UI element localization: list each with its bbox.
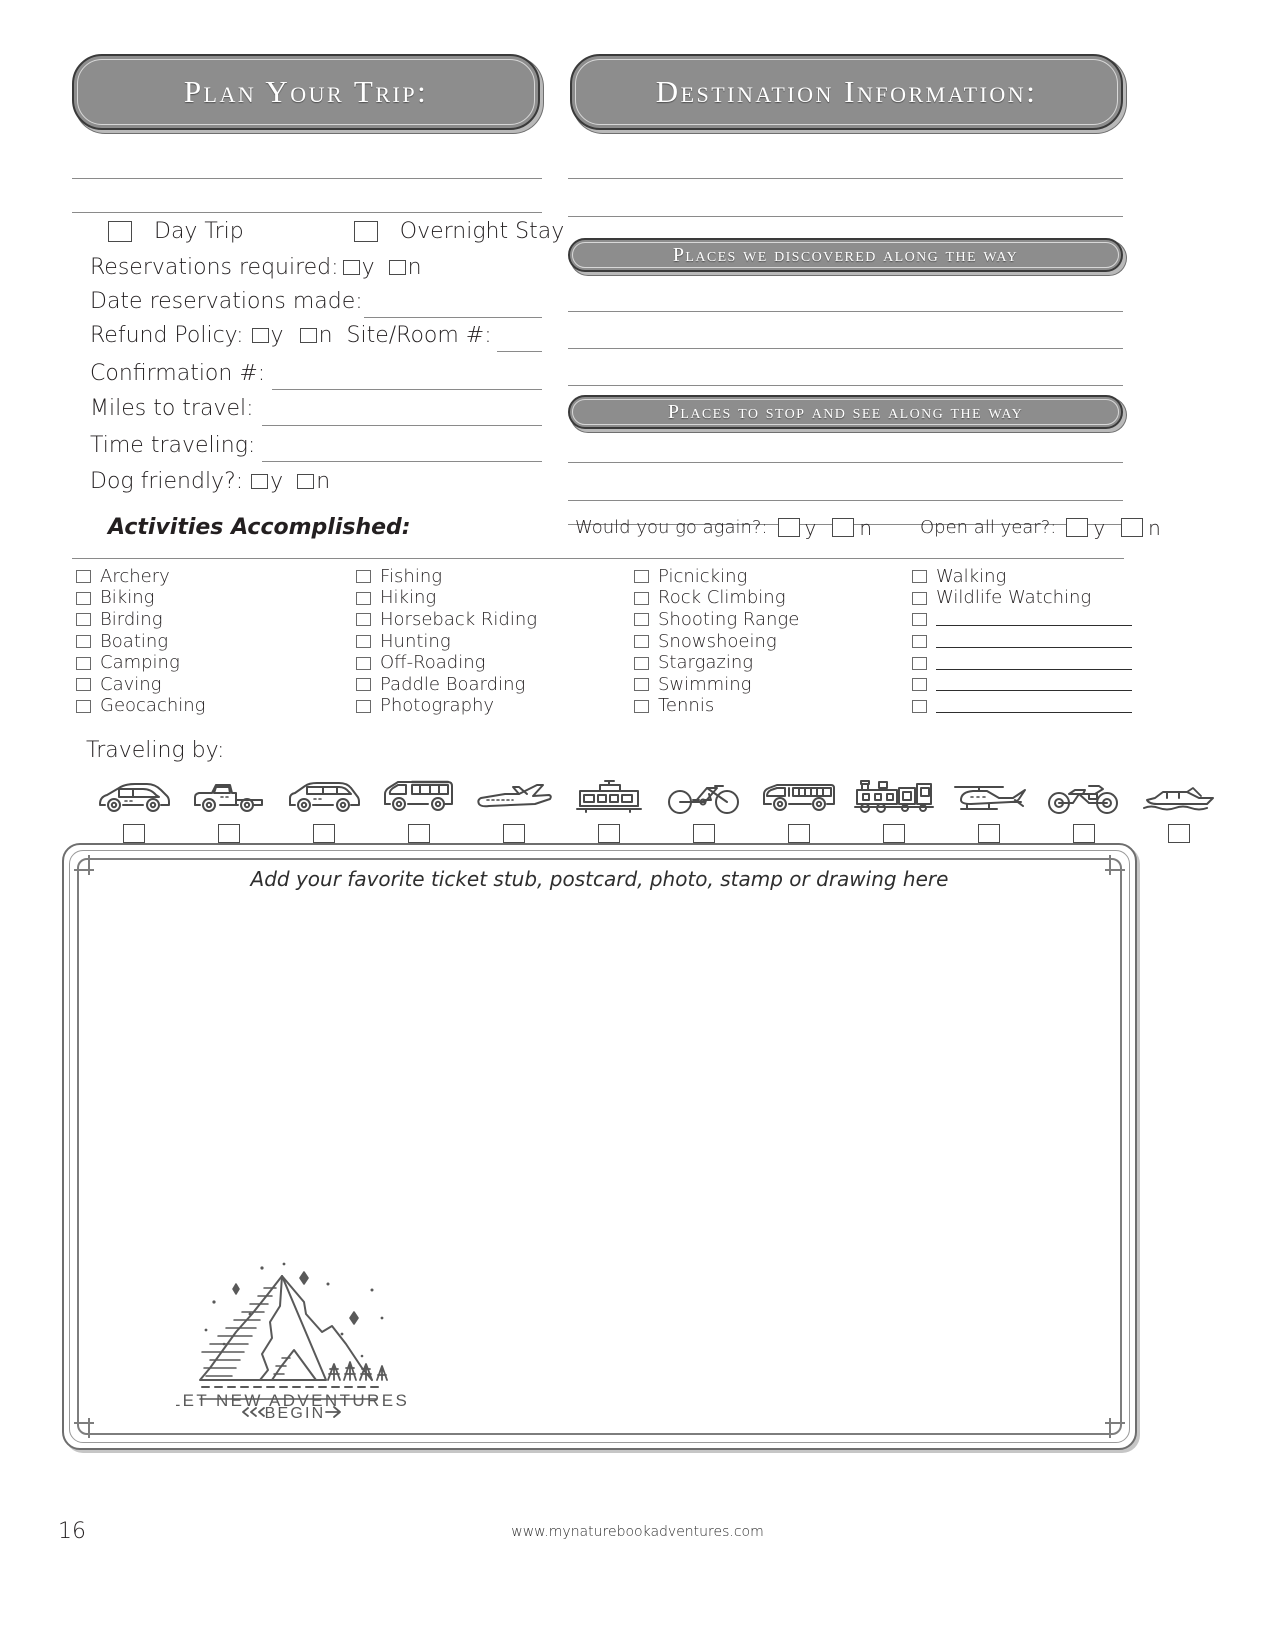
activity-checkbox[interactable] bbox=[912, 592, 927, 605]
activity-item[interactable] bbox=[356, 674, 537, 696]
activity-item[interactable] bbox=[356, 696, 537, 718]
motorcycle-icon bbox=[1036, 768, 1131, 814]
activity-checkbox[interactable] bbox=[634, 613, 649, 626]
discovered-line-1[interactable] bbox=[568, 311, 1123, 312]
activity-label: Walking bbox=[936, 565, 1007, 587]
activity-label: Tennis bbox=[658, 695, 715, 717]
activity-label: Birding bbox=[100, 608, 163, 630]
travel-mode-cell[interactable] bbox=[371, 768, 466, 843]
activity-checkbox[interactable] bbox=[912, 657, 927, 670]
activity-item[interactable] bbox=[634, 696, 799, 718]
open-all-year-no-label: n bbox=[1148, 515, 1161, 540]
travel-mode-cell[interactable] bbox=[941, 768, 1036, 843]
activity-write-in-line[interactable] bbox=[936, 700, 1132, 713]
discovered-line-2[interactable] bbox=[568, 348, 1123, 349]
activities-column-4 bbox=[912, 566, 1132, 717]
reservations-required-no-label: n bbox=[407, 254, 422, 280]
pickup-truck-icon bbox=[181, 768, 276, 814]
refund-policy-label: Refund Policy: bbox=[90, 323, 244, 348]
photo-hint-text: Add your favorite ticket stub, postcard, photo, stamp or drawing here bbox=[250, 867, 949, 891]
time-traveling-input-line[interactable] bbox=[262, 461, 542, 462]
activity-label: Hunting bbox=[380, 630, 451, 652]
activity-item[interactable] bbox=[634, 631, 799, 653]
activity-item[interactable] bbox=[76, 609, 205, 631]
header-title-right: Destination Information: bbox=[655, 74, 1038, 109]
date-reservations-made-input-line[interactable] bbox=[364, 317, 542, 318]
travel-mode-cell[interactable] bbox=[276, 768, 371, 843]
travel-mode-checkbox[interactable] bbox=[218, 824, 240, 843]
steam-train-icon bbox=[846, 768, 941, 814]
stop-see-line-2[interactable] bbox=[568, 500, 1123, 501]
header-title-left: Plan Your Trip: bbox=[183, 74, 429, 109]
activities-divider bbox=[72, 558, 1124, 559]
activity-item-blank[interactable] bbox=[912, 696, 1132, 718]
activity-checkbox[interactable] bbox=[912, 613, 927, 626]
activity-label: Hiking bbox=[380, 587, 437, 609]
activity-item[interactable] bbox=[76, 588, 205, 610]
activity-checkbox[interactable] bbox=[76, 635, 91, 648]
travel-mode-checkbox[interactable] bbox=[313, 824, 335, 843]
activity-item[interactable] bbox=[76, 674, 205, 696]
day-trip-checkbox[interactable] bbox=[108, 221, 132, 242]
refund-policy-yes-label: y bbox=[270, 322, 284, 348]
activity-label: Snowshoeing bbox=[658, 630, 777, 652]
confirmation-input-line[interactable] bbox=[272, 389, 542, 390]
would-you-go-again-label: Would you go again?: bbox=[575, 517, 768, 538]
activity-checkbox[interactable] bbox=[76, 657, 91, 670]
refund-policy-no-label: n bbox=[318, 322, 333, 348]
would-you-go-again-no-label: n bbox=[859, 515, 873, 540]
activity-item[interactable] bbox=[356, 566, 537, 588]
travel-mode-cell[interactable] bbox=[181, 768, 276, 843]
activity-label: Archery bbox=[100, 565, 170, 587]
activity-item[interactable] bbox=[76, 566, 205, 588]
activity-checkbox[interactable] bbox=[356, 635, 371, 648]
website-url: www.mynaturebookadventures.com bbox=[511, 1524, 764, 1540]
dog-friendly-yes-checkbox[interactable] bbox=[251, 474, 268, 489]
activities-column-2 bbox=[356, 566, 537, 717]
refund-policy-row bbox=[90, 323, 492, 348]
car-icon bbox=[86, 768, 181, 814]
travel-mode-cell[interactable] bbox=[656, 768, 751, 843]
activity-item[interactable] bbox=[634, 566, 799, 588]
activity-checkbox[interactable] bbox=[356, 657, 371, 670]
dog-friendly-no-checkbox[interactable] bbox=[297, 474, 314, 489]
open-all-year-label: Open all year?: bbox=[920, 517, 1057, 538]
activity-checkbox[interactable] bbox=[76, 592, 91, 605]
activities-column-1 bbox=[76, 566, 205, 717]
day-trip-label: Day Trip bbox=[154, 219, 244, 244]
activity-item[interactable] bbox=[356, 631, 537, 653]
bus-icon bbox=[751, 768, 846, 814]
activity-checkbox[interactable] bbox=[356, 570, 371, 583]
travel-mode-cell[interactable] bbox=[1036, 768, 1131, 843]
sub-banner-discovered-label: Places we discovered along the way bbox=[672, 243, 1019, 266]
reservations-required-yes-checkbox[interactable] bbox=[343, 260, 360, 275]
stop-see-line-1[interactable] bbox=[568, 462, 1123, 463]
suv-icon bbox=[276, 768, 371, 814]
activity-item[interactable] bbox=[76, 696, 205, 718]
discovered-line-3[interactable] bbox=[568, 385, 1123, 386]
dog-friendly-no-label: n bbox=[316, 468, 331, 494]
reservations-required-row bbox=[90, 255, 422, 280]
activity-item[interactable] bbox=[76, 652, 205, 674]
open-all-year-no-checkbox[interactable] bbox=[1121, 518, 1143, 537]
activity-checkbox[interactable] bbox=[634, 570, 649, 583]
would-you-go-again-yes-checkbox[interactable] bbox=[778, 518, 800, 537]
activity-checkbox[interactable] bbox=[356, 613, 371, 626]
page-number: 16 bbox=[58, 1519, 86, 1544]
dog-friendly-row bbox=[90, 469, 330, 494]
travel-mode-checkbox[interactable] bbox=[693, 824, 715, 843]
site-room-label: Site/Room #: bbox=[346, 323, 492, 348]
confirmation-label: Confirmation #: bbox=[90, 361, 266, 386]
activity-label: Biking bbox=[100, 587, 155, 609]
site-room-input-line[interactable] bbox=[497, 351, 542, 352]
dog-friendly-label: Dog friendly?: bbox=[90, 469, 244, 494]
activity-label: Wildlife Watching bbox=[936, 587, 1092, 609]
would-you-go-again-no-checkbox[interactable] bbox=[832, 518, 854, 537]
activity-item[interactable] bbox=[634, 652, 799, 674]
travel-mode-cell[interactable] bbox=[1131, 768, 1226, 843]
activity-checkbox[interactable] bbox=[912, 700, 927, 713]
would-you-go-again-row bbox=[575, 517, 872, 538]
activity-item-blank[interactable] bbox=[912, 652, 1132, 674]
activity-label: Off-Roading bbox=[380, 652, 486, 674]
activity-item[interactable] bbox=[912, 566, 1132, 588]
travel-mode-cell[interactable] bbox=[751, 768, 846, 843]
activity-write-in-line[interactable] bbox=[936, 657, 1132, 670]
activity-label: Boating bbox=[100, 630, 169, 652]
activities-title: Activities Accomplished: bbox=[108, 515, 411, 540]
travel-mode-cell[interactable] bbox=[86, 768, 181, 843]
activities-column-3 bbox=[634, 566, 799, 717]
activity-item[interactable] bbox=[76, 631, 205, 653]
activity-label: Rock Climbing bbox=[658, 587, 786, 609]
activity-checkbox[interactable] bbox=[356, 678, 371, 691]
bicycle-icon bbox=[656, 768, 751, 814]
right-rule-1[interactable] bbox=[568, 178, 1123, 179]
left-rule-1 bbox=[72, 178, 542, 179]
right-rule-2[interactable] bbox=[568, 216, 1123, 217]
logo-line-2: BEGIN bbox=[264, 1405, 326, 1421]
header-banner-plan-your-trip bbox=[72, 54, 540, 130]
activity-item[interactable] bbox=[356, 588, 537, 610]
traveling-by-title: Traveling by: bbox=[86, 738, 225, 763]
activity-checkbox[interactable] bbox=[76, 700, 91, 713]
travel-mode-checkbox[interactable] bbox=[978, 824, 1000, 843]
activity-checkbox[interactable] bbox=[912, 570, 927, 583]
activity-checkbox[interactable] bbox=[634, 635, 649, 648]
activity-checkbox[interactable] bbox=[76, 570, 91, 583]
miles-to-travel-label: Miles to travel: bbox=[90, 396, 254, 421]
activity-item-blank[interactable] bbox=[912, 609, 1132, 631]
refund-policy-yes-checkbox[interactable] bbox=[252, 328, 269, 343]
reservations-required-yes-label: y bbox=[361, 254, 375, 280]
miles-to-travel-input-line[interactable] bbox=[262, 425, 542, 426]
activity-item[interactable] bbox=[634, 588, 799, 610]
activity-label: Picnicking bbox=[658, 565, 748, 587]
adventure-logo bbox=[176, 1246, 406, 1426]
open-all-year-yes-label: y bbox=[1093, 515, 1106, 540]
travel-mode-checkbox[interactable] bbox=[598, 824, 620, 843]
travel-mode-cell[interactable] bbox=[466, 768, 561, 843]
travel-mode-checkbox[interactable] bbox=[883, 824, 905, 843]
photo-drop-area[interactable] bbox=[62, 843, 1137, 1450]
activity-label: Fishing bbox=[380, 565, 443, 587]
helicopter-icon bbox=[941, 768, 1036, 814]
trip-type-row bbox=[108, 219, 564, 244]
travel-mode-checkbox[interactable] bbox=[788, 824, 810, 843]
activity-item[interactable] bbox=[634, 674, 799, 696]
travel-mode-checkbox[interactable] bbox=[1073, 824, 1095, 843]
sub-banner-places-stop-and-see bbox=[568, 395, 1123, 429]
activity-checkbox[interactable] bbox=[634, 592, 649, 605]
reservations-required-no-checkbox[interactable] bbox=[389, 260, 406, 275]
refund-policy-no-checkbox[interactable] bbox=[300, 328, 317, 343]
open-all-year-row bbox=[920, 517, 1161, 538]
open-all-year-yes-checkbox[interactable] bbox=[1066, 518, 1088, 537]
activity-checkbox[interactable] bbox=[634, 700, 649, 713]
activity-label: Horseback Riding bbox=[380, 608, 538, 630]
activity-item[interactable] bbox=[634, 609, 799, 631]
left-rule-2 bbox=[72, 212, 542, 213]
activity-checkbox[interactable] bbox=[634, 657, 649, 670]
sub-banner-places-discovered bbox=[568, 238, 1123, 272]
activity-item-blank[interactable] bbox=[912, 631, 1132, 653]
activity-checkbox[interactable] bbox=[76, 678, 91, 691]
activity-checkbox[interactable] bbox=[356, 700, 371, 713]
time-traveling-label: Time traveling: bbox=[90, 433, 256, 458]
travel-mode-checkbox[interactable] bbox=[408, 824, 430, 843]
date-reservations-made-label: Date reservations made: bbox=[90, 289, 363, 314]
activity-checkbox[interactable] bbox=[76, 613, 91, 626]
travel-mode-checkbox[interactable] bbox=[503, 824, 525, 843]
rv-van-icon bbox=[371, 768, 466, 814]
activity-label: Shooting Range bbox=[658, 608, 800, 630]
activity-label: Paddle Boarding bbox=[380, 673, 526, 695]
travel-mode-cell[interactable] bbox=[846, 768, 941, 843]
activity-item[interactable] bbox=[356, 609, 537, 631]
activity-write-in-line[interactable] bbox=[936, 635, 1132, 648]
travel-mode-checkbox[interactable] bbox=[1168, 824, 1190, 843]
travel-mode-cell[interactable] bbox=[561, 768, 656, 843]
would-you-go-again-yes-label: y bbox=[804, 515, 817, 540]
activity-checkbox[interactable] bbox=[356, 592, 371, 605]
overnight-stay-label: Overnight Stay bbox=[399, 219, 565, 244]
activity-label: Stargazing bbox=[658, 652, 754, 674]
boat-icon bbox=[1131, 768, 1226, 814]
activity-checkbox[interactable] bbox=[912, 678, 927, 691]
activity-item[interactable] bbox=[356, 652, 537, 674]
activity-write-in-line[interactable] bbox=[936, 613, 1132, 626]
header-banner-destination-information bbox=[570, 54, 1123, 130]
logo-line-1: LET NEW ADVENTURES bbox=[176, 1391, 406, 1410]
activity-label: Geocaching bbox=[100, 695, 206, 717]
activity-label: Photography bbox=[380, 695, 495, 717]
overnight-stay-checkbox[interactable] bbox=[354, 221, 378, 242]
sub-banner-stop-see-label: Places to stop and see along the way bbox=[667, 400, 1024, 423]
airplane-icon bbox=[466, 768, 561, 814]
activity-checkbox[interactable] bbox=[634, 678, 649, 691]
activity-label: Camping bbox=[100, 652, 180, 674]
activity-item[interactable] bbox=[912, 588, 1132, 610]
activity-label: Swimming bbox=[658, 673, 752, 695]
activity-label: Caving bbox=[100, 673, 162, 695]
tram-icon bbox=[561, 768, 656, 814]
activity-item-blank[interactable] bbox=[912, 674, 1132, 696]
activity-write-in-line[interactable] bbox=[936, 678, 1132, 691]
dog-friendly-yes-label: y bbox=[270, 468, 284, 494]
activity-checkbox[interactable] bbox=[912, 635, 927, 648]
travel-mode-checkbox[interactable] bbox=[123, 824, 145, 843]
reservations-required-label: Reservations required: bbox=[90, 255, 339, 280]
